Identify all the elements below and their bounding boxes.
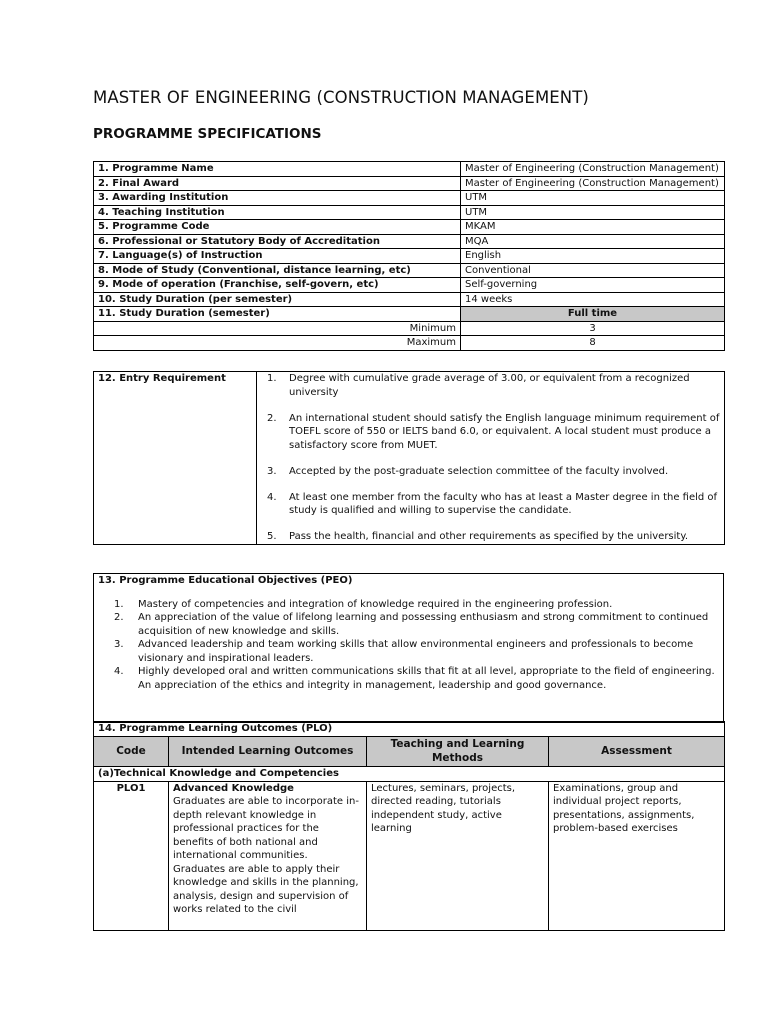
spec-label: 6. Professional or Statutory Body of Accreditation — [94, 234, 461, 249]
list-item — [261, 372, 720, 399]
list-item — [98, 665, 719, 679]
table-row — [94, 205, 725, 220]
spec-value: MKAM — [461, 220, 725, 235]
plo-header-row — [94, 737, 725, 767]
plo-label: 14. Programme Learning Outcomes (PLO) — [94, 722, 725, 737]
spec-label: 4. Teaching Institution — [94, 205, 461, 220]
table-row — [94, 307, 725, 322]
entry-requirement-label: 12. Entry Requirement — [94, 372, 257, 545]
spec-label: 7. Language(s) of Instruction — [94, 249, 461, 264]
study-duration-header: Full time — [461, 307, 725, 322]
document-subtitle: PROGRAMME SPECIFICATIONS — [93, 126, 322, 142]
spec-label: 2. Final Award — [94, 176, 461, 191]
table-row — [94, 176, 725, 191]
list-item — [98, 638, 719, 665]
list-item-number: 1. — [267, 373, 277, 384]
entry-requirement-table — [93, 371, 725, 545]
table-row — [94, 321, 725, 336]
duration-max-value: 8 — [461, 336, 725, 351]
spec-label: 5. Programme Code — [94, 220, 461, 235]
duration-min-value: 3 — [461, 321, 725, 336]
entry-requirement-list — [261, 372, 720, 544]
table-row — [94, 263, 725, 278]
list-item-number: 4. — [267, 491, 277, 503]
spec-value: English — [461, 249, 725, 264]
document-title: MASTER OF ENGINEERING (CONSTRUCTION MANAGEMENT) — [93, 88, 589, 107]
spec-value: UTM — [461, 205, 725, 220]
plo-section-row — [94, 767, 725, 782]
list-item-text: Accepted by the post-graduate selection committee of the faculty involved. — [289, 465, 669, 477]
list-item — [261, 412, 720, 453]
plo-outcome-cell — [169, 781, 367, 930]
list-item-number: 4. — [114, 666, 124, 677]
spec-table — [93, 161, 725, 351]
spec-label: 3. Awarding Institution — [94, 191, 461, 206]
spec-table-body — [94, 162, 725, 307]
list-item — [98, 598, 719, 612]
table-row — [94, 722, 725, 737]
list-item-text: Highly developed oral and written communications skills that fit at all level, appropriate to the field of engineering. — [138, 666, 715, 677]
list-item-number: 2. — [267, 412, 277, 424]
list-item-text: An appreciation of the ethics and integrity in management, leadership and good governance. — [138, 679, 607, 691]
spec-label: 9. Mode of operation (Franchise, self-govern, etc) — [94, 278, 461, 293]
table-row — [94, 336, 725, 351]
plo-header-assessment: Assessment — [549, 737, 725, 767]
list-item — [98, 679, 719, 693]
table-row — [94, 162, 725, 177]
list-item-number: 3. — [114, 639, 124, 650]
table-row — [94, 278, 725, 293]
spec-value: 14 weeks — [461, 292, 725, 307]
plo-table — [93, 721, 725, 931]
study-duration-label: 11. Study Duration (semester) — [94, 307, 461, 322]
list-item-text: Mastery of competencies and integration of knowledge required in the engineering profession. — [138, 598, 613, 610]
peo-label: 13. Programme Educational Objectives (PEO) — [98, 575, 353, 586]
list-item-number: 2. — [114, 612, 124, 623]
spec-value: Master of Engineering (Construction Management) — [461, 162, 725, 177]
table-row — [94, 220, 725, 235]
table-row — [94, 372, 725, 545]
plo-header-methods: Teaching and Learning Methods — [367, 737, 549, 767]
spec-value: MQA — [461, 234, 725, 249]
spec-value: Self-governing — [461, 278, 725, 293]
spec-value: UTM — [461, 191, 725, 206]
plo-section-label: (a)Technical Knowledge and Competencies — [94, 767, 725, 782]
table-row — [94, 191, 725, 206]
plo-code: PLO1 — [94, 781, 169, 930]
peo-list — [98, 598, 719, 693]
spec-label: 10. Study Duration (per semester) — [94, 292, 461, 307]
plo-assessment: Examinations, group and individual project reports, presentations, assignments, problem-based exercises — [549, 781, 725, 930]
spec-value: Conventional — [461, 263, 725, 278]
peo-cell — [94, 574, 724, 723]
plo-outcome-title: Advanced Knowledge — [173, 782, 294, 794]
spec-label: 8. Mode of Study (Conventional, distance learning, etc) — [94, 263, 461, 278]
table-row — [94, 292, 725, 307]
list-item-text: An appreciation of the value of lifelong learning and possessing enthusiasm and strong commitment to continued acquisition of new knowledge and skills. — [138, 612, 709, 637]
plo-header-code: Code — [94, 737, 169, 767]
list-item-text: Pass the health, financial and other requirements as specified by the university. — [289, 531, 689, 542]
list-item-text: Advanced leadership and team working skills that allow environmental engineers and professionals to become visionary and inspirational leaders. — [138, 639, 694, 664]
table-row — [94, 234, 725, 249]
plo-methods: Lectures, seminars, projects, directed reading, tutorials independent study, active learning — [367, 781, 549, 930]
list-item-number: 5. — [267, 531, 277, 542]
list-item-text: Degree with cumulative grade average of 3.00, or equivalent from a recognized university — [289, 373, 690, 398]
duration-min-label: Minimum — [94, 321, 461, 336]
spec-label: 1. Programme Name — [94, 162, 461, 177]
table-row — [94, 574, 724, 723]
table-row — [94, 249, 725, 264]
list-item — [261, 530, 720, 544]
plo-header-outcomes: Intended Learning Outcomes — [169, 737, 367, 767]
spec-value: Master of Engineering (Construction Management) — [461, 176, 725, 191]
table-row — [94, 781, 725, 930]
entry-requirement-cell — [257, 372, 725, 545]
list-item-number: 1. — [114, 598, 124, 610]
list-item — [261, 491, 720, 518]
list-item-text: An international student should satisfy the English language minimum requirement of TOEFL score of 550 or IELTS band 6.0, or equivalent. A local student must produce a satisfactory score from MUET. — [289, 412, 720, 451]
duration-max-label: Maximum — [94, 336, 461, 351]
list-item — [261, 465, 720, 479]
study-duration-block — [94, 307, 725, 351]
plo-outcome-text: Graduates are able to incorporate in-depth relevant knowledge in professional practices for the benefits of both national and international communities. Graduates are able to apply their knowledge and skills in the planning, analysis, design and supervision of works related to the civil — [173, 796, 359, 915]
peo-table — [93, 573, 724, 723]
list-item-number: 3. — [267, 465, 277, 477]
list-item-text: At least one member from the faculty who has at least a Master degree in the field of study is qualified and willing to supervise the candidate. — [289, 491, 718, 516]
list-item — [98, 611, 719, 638]
